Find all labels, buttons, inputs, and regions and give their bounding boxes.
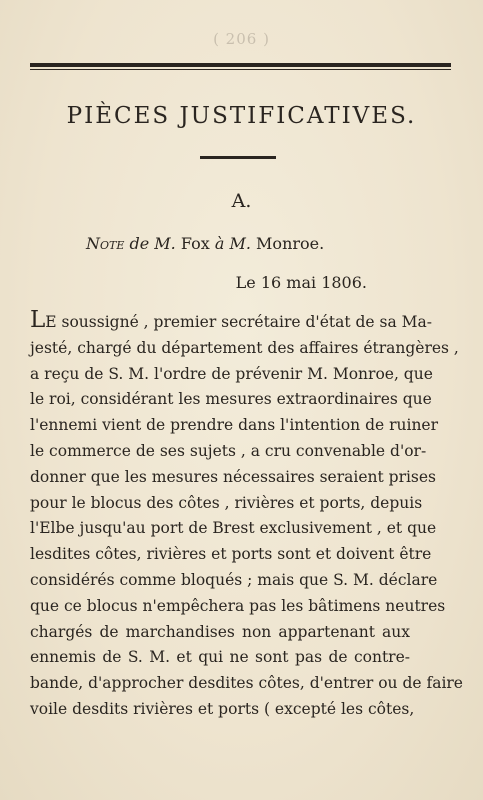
body-line-text: E soussigné , premier secrétaire d'état de sa Ma-	[45, 313, 432, 331]
body-line: jesté, chargé du département des affaires étrangères ,	[30, 338, 459, 357]
body-line: pour le blocus des côtes , rivières et ports, depuis	[30, 493, 423, 512]
header-rule-thin	[30, 69, 451, 70]
body-line: a reçu de S. M. l'ordre de prévenir M. Monroe, que	[30, 364, 433, 383]
note-title-monroe: Monroe.	[256, 234, 325, 253]
body-line: le commerce de ses sujets , a cru convenable d'or-	[30, 441, 427, 460]
section-title: PIÈCES JUSTIFICATIVES.	[66, 103, 417, 129]
letter-date: Le 16 mai 1806.	[235, 273, 367, 292]
body-line: l'ennemi vient de prendre dans l'intention de ruiner	[30, 416, 439, 435]
note-title-fox: Fox	[180, 234, 210, 253]
header-double-rule	[30, 63, 451, 72]
note-title-note: Note	[86, 234, 125, 253]
drop-cap: L	[30, 307, 46, 333]
note-title-a: à	[214, 234, 225, 253]
body-line: que ce blocus n'empêchera pas les bâtimens neutres	[30, 596, 446, 615]
body-line: donner que les mesures nécessaires seraient prises	[30, 467, 437, 486]
title-divider	[200, 156, 276, 159]
note-title-de: de	[129, 234, 150, 253]
body-line: le roi, considérant les mesures extraordinaires que	[30, 390, 432, 409]
body-line: ennemis de S. M. et qui ne sont pas de contre-	[30, 648, 410, 667]
body-line: bande, d'approcher desdites côtes, d'entrer ou de faire	[30, 674, 463, 693]
page-number: ( 206 )	[213, 30, 270, 48]
body-paragraph	[30, 307, 463, 723]
body-line: considérés comme bloqués ; mais que S. M. déclare	[30, 570, 438, 589]
body-line: voile desdits rivières et ports ( excepté les côtes,	[30, 699, 415, 718]
note-title	[86, 234, 324, 253]
body-line: lesdites côtes, rivières et ports sont et doivent être	[30, 545, 432, 564]
header-rule-thick	[30, 63, 451, 67]
body-line: l'Elbe jusqu'au port de Brest exclusivement , et que	[30, 519, 437, 538]
body-line: chargés de marchandises non appartenant aux	[30, 622, 410, 641]
note-title-m1: M.	[154, 234, 176, 253]
body-line	[30, 307, 432, 336]
note-title-m2: M.	[229, 234, 251, 253]
appendix-letter: A.	[231, 190, 252, 212]
